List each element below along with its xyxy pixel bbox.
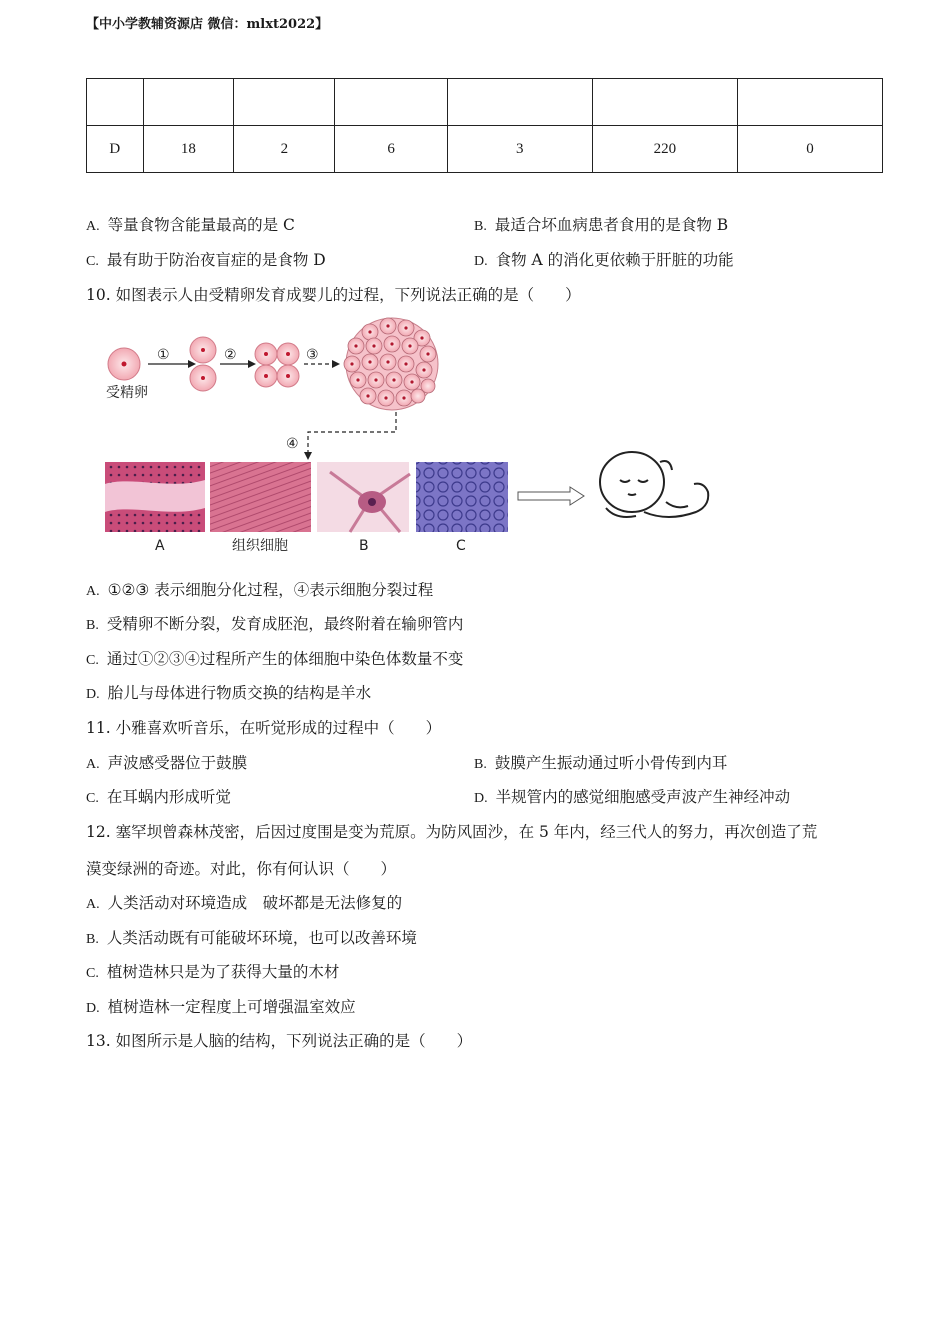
option-text: 人类活动既有可能破坏环境，也可以改善环境 xyxy=(106,929,417,947)
q10-option-b xyxy=(86,612,463,634)
option-letter: D. xyxy=(474,791,488,806)
q12-stem-line-2: 漠变绿洲的奇迹。对此，你有何认识（ ） xyxy=(86,860,397,878)
table-cell: 2 xyxy=(234,126,335,173)
table-cell: D xyxy=(87,126,144,173)
option-text: 胎儿与母体进行物质交换的结构是羊水 xyxy=(107,684,372,702)
zygote-label: 受精卵 xyxy=(106,385,148,401)
table-cell: 6 xyxy=(335,126,447,173)
table-row xyxy=(87,79,883,126)
q10-option-d xyxy=(86,681,371,703)
tissue-c-label: C xyxy=(456,538,466,554)
option-text: 在耳蜗内形成听觉 xyxy=(106,788,231,806)
q11-option-a xyxy=(86,751,247,773)
embryo-development-figure xyxy=(100,312,720,562)
q11-option-b xyxy=(474,751,727,773)
option-text: 植树造林只是为了获得大量的木材 xyxy=(106,963,340,981)
q9-option-b xyxy=(474,213,728,235)
tissue-a-image xyxy=(105,462,205,532)
arrow-4 xyxy=(308,412,396,452)
q9-option-c xyxy=(86,248,326,270)
option-letter: C. xyxy=(86,791,99,806)
table-cell xyxy=(447,79,592,126)
baby-drawing xyxy=(600,452,708,517)
option-text: 最适合坏血病患者食用的是食物 B xyxy=(494,216,729,234)
q10-option-c xyxy=(86,647,463,669)
table-cell xyxy=(87,79,144,126)
tissue-muscle-image xyxy=(210,462,311,532)
page-header: 【中小学教辅资源店 微信：mlxt2022】 xyxy=(86,17,329,32)
q12-option-a xyxy=(86,891,402,913)
arrow-2-head xyxy=(248,360,256,368)
option-text: 半规管内的感觉细胞感受声波产生神经冲动 xyxy=(495,788,791,806)
option-letter: B. xyxy=(474,219,487,234)
food-table xyxy=(86,78,883,173)
q11-stem: 11. 小雅喜欢听音乐，在听觉形成的过程中（ ） xyxy=(86,719,442,737)
tissue-a-label: A xyxy=(155,538,165,554)
step-3-label: ③ xyxy=(306,347,319,363)
option-text: 等量食物含能量最高的是 C xyxy=(107,216,295,234)
option-text: 最有助于防治夜盲症的是食物 D xyxy=(106,251,326,269)
tissue-c-image xyxy=(416,462,508,532)
table-cell xyxy=(737,79,882,126)
option-letter: C. xyxy=(86,966,99,981)
tissue-b-label: B xyxy=(359,538,369,554)
arrow-3-head xyxy=(332,360,340,368)
step-4-label: ④ xyxy=(286,436,299,452)
table-cell xyxy=(592,79,737,126)
q12-option-b xyxy=(86,926,417,948)
q12-option-c xyxy=(86,960,339,982)
option-text: 声波感受器位于鼓膜 xyxy=(107,754,248,772)
option-text: 食物 A 的消化更依赖于肝脏的功能 xyxy=(495,251,734,269)
q9-option-d xyxy=(474,248,734,270)
option-text: 鼓膜产生振动通过听小骨传到内耳 xyxy=(494,754,728,772)
option-letter: D. xyxy=(86,687,100,702)
option-letter: C. xyxy=(86,653,99,668)
option-letter: A. xyxy=(86,897,100,912)
q9-option-a xyxy=(86,213,295,235)
zygote-cell xyxy=(108,348,140,380)
option-text: ①②③ 表示细胞分化过程，④表示细胞分裂过程 xyxy=(107,581,434,599)
option-letter: D. xyxy=(474,254,488,269)
option-letter: C. xyxy=(86,254,99,269)
table-cell xyxy=(143,79,233,126)
q11-option-d xyxy=(474,785,790,807)
step-1-label: ① xyxy=(157,347,170,363)
table-cell xyxy=(335,79,447,126)
option-letter: B. xyxy=(86,618,99,633)
q12-stem-line-1: 12. 塞罕坝曾森林茂密，后因过度围是变为荒原。为防风固沙，在 5 年内，经三代人的努力，再次创造了荒 xyxy=(86,823,818,841)
tissue-label: 组织细胞 xyxy=(232,538,288,554)
option-letter: D. xyxy=(86,1001,100,1016)
q12-option-d xyxy=(86,995,356,1017)
option-text: 植树造林一定程度上可增强温室效应 xyxy=(107,998,356,1016)
option-letter: A. xyxy=(86,584,100,599)
table-cell xyxy=(234,79,335,126)
table-cell: 3 xyxy=(447,126,592,173)
q11-option-c xyxy=(86,785,231,807)
q10-option-a xyxy=(86,578,433,600)
q10-stem: 10. 如图表示人由受精卵发育成婴儿的过程，下列说法正确的是（ ） xyxy=(86,286,581,304)
arrow-4-head xyxy=(304,452,312,460)
option-letter: B. xyxy=(474,757,487,772)
step-2-label: ② xyxy=(224,347,237,363)
q13-stem: 13. 如图所示是人脑的结构，下列说法正确的是（ ） xyxy=(86,1032,473,1050)
table-row xyxy=(87,126,883,173)
development-diagram xyxy=(100,312,720,562)
option-letter: A. xyxy=(86,219,100,234)
tissue-b-image xyxy=(317,462,410,532)
option-letter: A. xyxy=(86,757,100,772)
table-cell: 18 xyxy=(143,126,233,173)
table-cell: 0 xyxy=(737,126,882,173)
arrow-1-head xyxy=(188,360,196,368)
option-text: 通过①②③④过程所产生的体细胞中染色体数量不变 xyxy=(106,650,464,668)
four-cell-stage xyxy=(255,343,299,387)
option-text: 受精卵不断分裂，发育成胚泡，最终附着在输卵管内 xyxy=(106,615,464,633)
hollow-arrow xyxy=(518,487,584,505)
cell-cluster xyxy=(344,318,438,410)
table-cell: 220 xyxy=(592,126,737,173)
option-text: 人类活动对环境造成 破坏都是无法修复的 xyxy=(107,894,403,912)
option-letter: B. xyxy=(86,932,99,947)
